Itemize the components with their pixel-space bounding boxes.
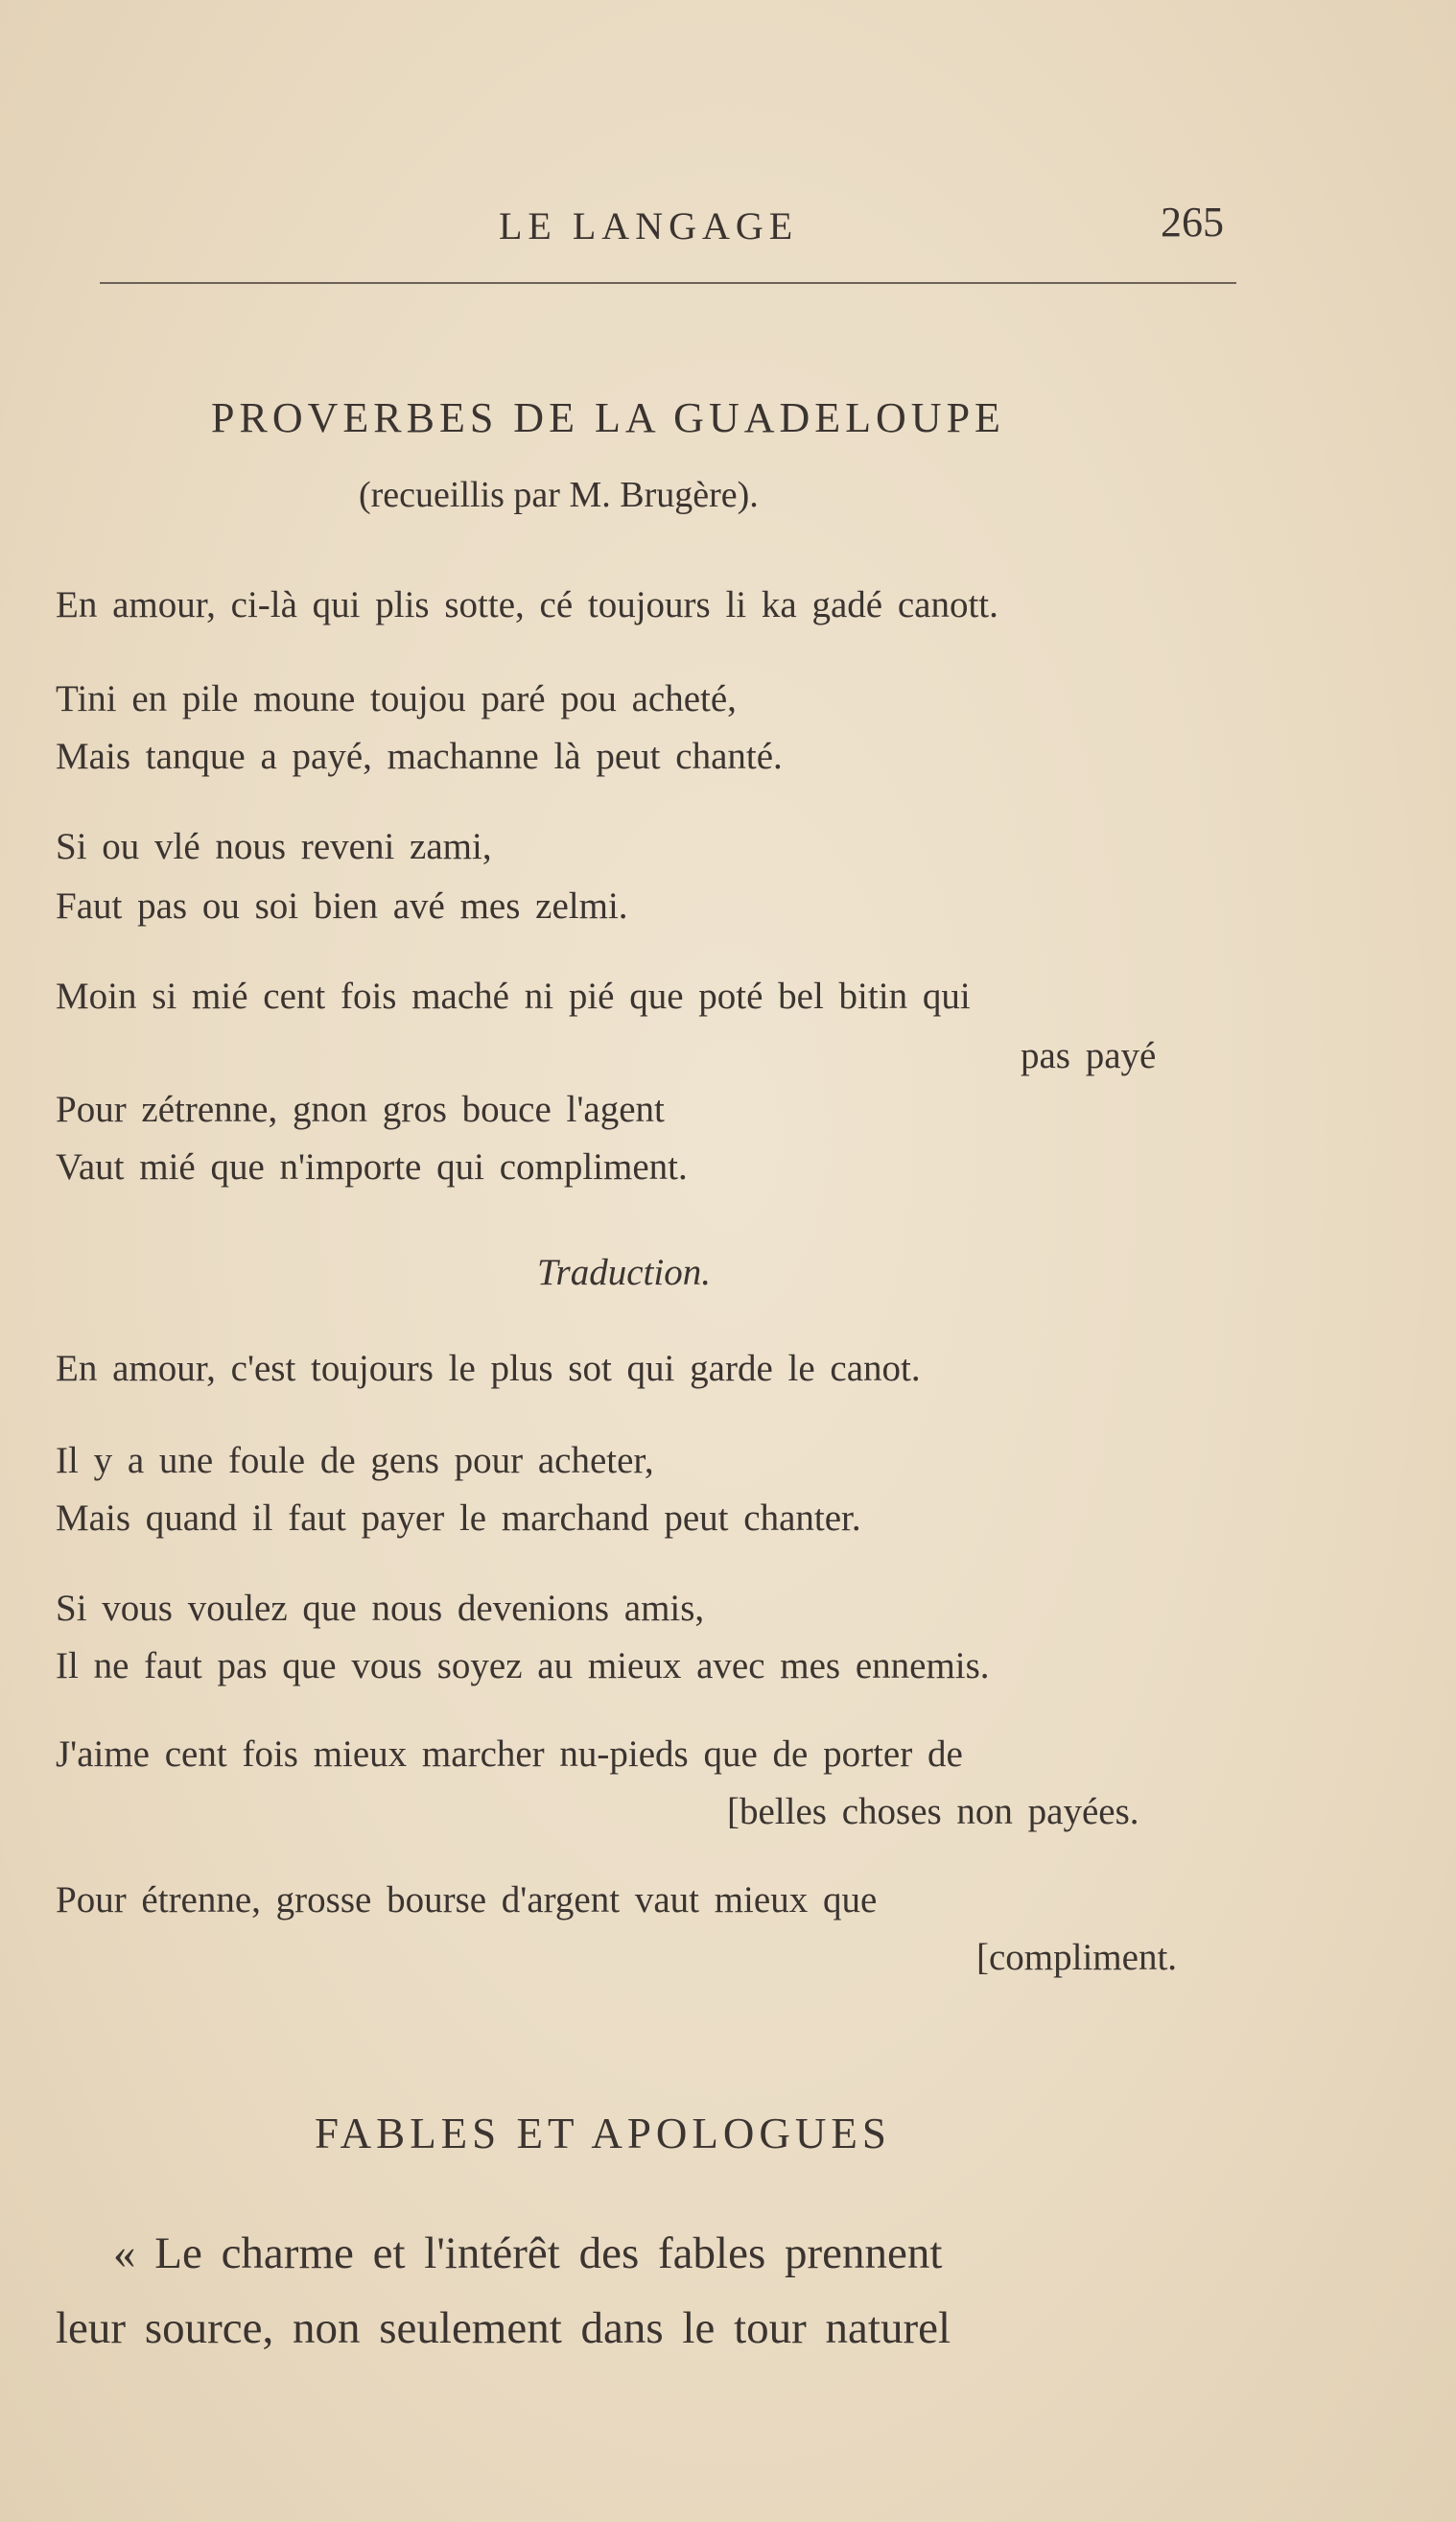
translation-line: Il ne faut pas que vous soyez au mieux avec mes ennemis. bbox=[56, 1645, 990, 1686]
proverb-line: Moin si mié cent fois maché ni pié que poté bel bitin qui bbox=[56, 976, 971, 1017]
proverb-line: Tini en pile moune toujou paré pou acheté, bbox=[56, 678, 737, 719]
translation-line-continuation: [compliment. bbox=[976, 1937, 1178, 1978]
proverb-line: En amour, ci-là qui plis sotte, cé toujours li ka gadé canott. bbox=[56, 584, 998, 625]
proverb-line: Mais tanque a payé, machanne là peut chanté. bbox=[56, 736, 783, 777]
proverb-line: Pour zétrenne, gnon gros bouce l'agent bbox=[56, 1089, 665, 1130]
proverb-line-continuation: pas payé bbox=[1021, 1035, 1157, 1076]
page-number: 265 bbox=[1161, 199, 1224, 246]
proverb-line: Vaut mié que n'importe qui compliment. bbox=[56, 1146, 688, 1188]
translation-line: Mais quand il faut payer le marchand peut chanter. bbox=[56, 1497, 861, 1539]
running-head: LE LANGAGE bbox=[499, 204, 799, 247]
fables-paragraph-line: leur source, non seulement dans le tour naturel bbox=[56, 2303, 951, 2353]
translation-line-continuation: [belles choses non payées. bbox=[727, 1791, 1139, 1832]
translation-line: Il y a une foule de gens pour acheter, bbox=[56, 1440, 654, 1481]
fables-title: FABLES ET APOLOGUES bbox=[315, 2110, 891, 2157]
fables-paragraph-line: « Le charme et l'intérêt des fables prennent bbox=[113, 2228, 943, 2278]
proverbs-subtitle: (recueillis par M. Brugère). bbox=[359, 475, 759, 515]
translation-line: En amour, c'est toujours le plus sot qui garde le canot. bbox=[56, 1348, 921, 1389]
proverbs-title: PROVERBES DE LA GUADELOUPE bbox=[211, 394, 1005, 441]
proverb-line: Faut pas ou soi bien avé mes zelmi. bbox=[56, 885, 628, 927]
translation-line: J'aime cent fois mieux marcher nu-pieds que de porter de bbox=[56, 1733, 963, 1775]
header-rule bbox=[100, 282, 1236, 284]
proverb-line: Si ou vlé nous reveni zami, bbox=[56, 826, 492, 867]
translation-heading: Traduction. bbox=[537, 1252, 711, 1293]
translation-line: Pour étrenne, grosse bourse d'argent vaut mieux que bbox=[56, 1879, 878, 1921]
translation-line: Si vous voulez que nous devenions amis, bbox=[56, 1588, 705, 1629]
